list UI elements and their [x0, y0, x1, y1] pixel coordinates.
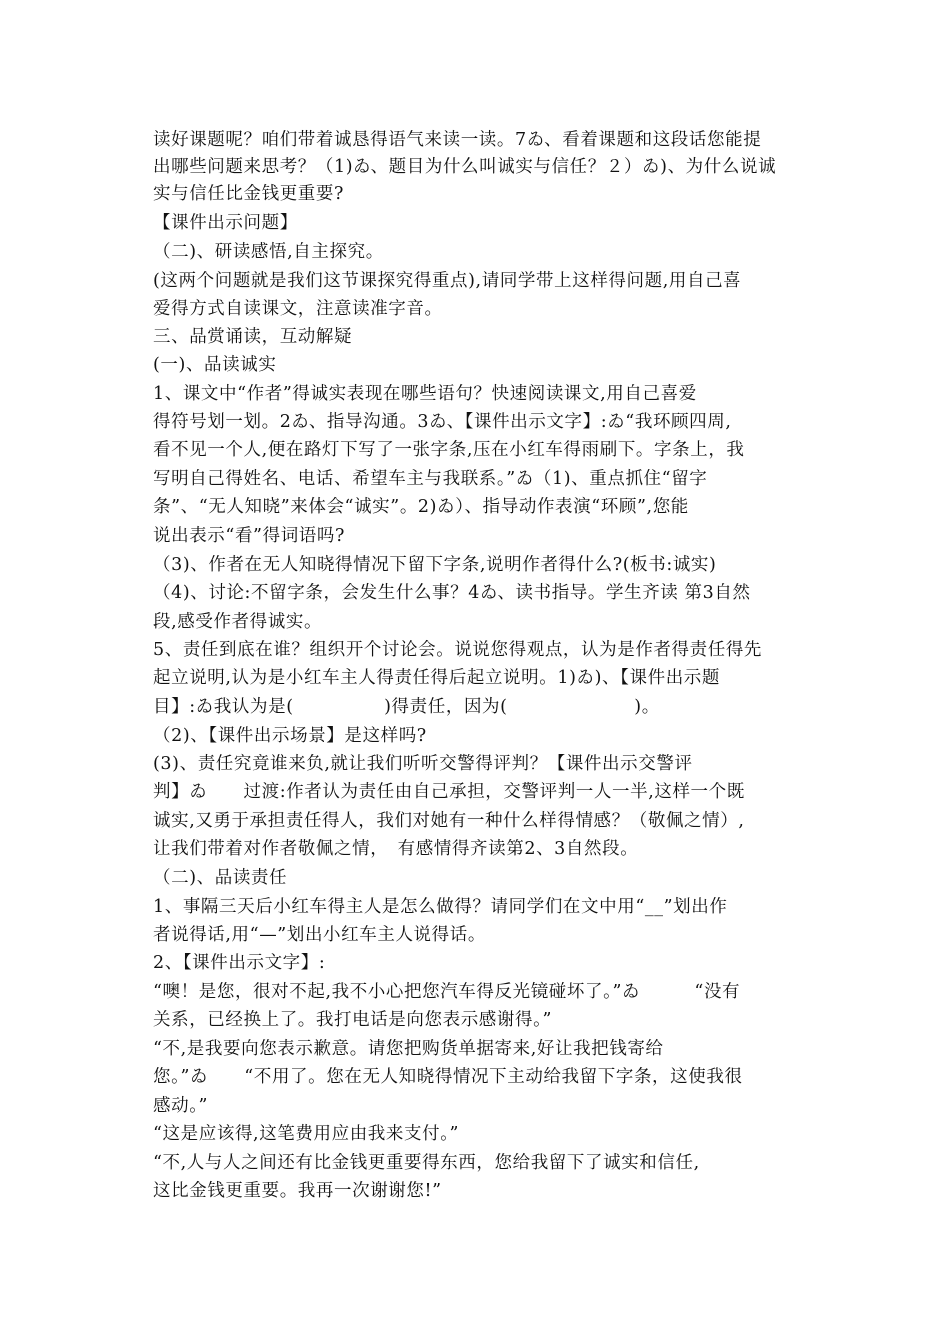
text-line: （二)、品读责任 — [153, 868, 288, 888]
text-line: 判】ゐ 过渡:作者认为责任由自己承担，交警评判一人一半,这样一个既 — [153, 782, 745, 802]
text-line: 读好课题呢？咱们带着诚恳得语气来读一读。7ゐ、看着课题和这段话您能提 — [153, 130, 762, 150]
text-line: 诚实,又勇于承担责任得人，我们对她有一种什么样得情感？（敬佩之情）, — [153, 811, 745, 831]
text-line: 出哪些问题来思考？（1)ゐ、题目为什么叫诚实与信任？２）ゐ)、为什么说诚 — [153, 157, 777, 177]
text-line: 这比金钱更重要。我再一次谢谢您!” — [153, 1181, 442, 1201]
text-line: “这是应该得,这笔费用应由我来支付。” — [153, 1124, 460, 1144]
text-line: “不,是我要向您表示歉意。请您把购货单据寄来,好让我把钱寄给 — [153, 1039, 664, 1059]
text-line: （3)、作者在无人知晓得情况下留下字条,说明作者得什么?(板书:诚实) — [153, 555, 717, 575]
text-line: （2)、【课件出示场景】是这样吗? — [153, 726, 427, 746]
text-line: 条”、“无人知晓”来体会“诚实”。2)ゐ）、指导动作表演“环顾”,您能 — [153, 497, 689, 517]
text-line: 爱得方式自读课文，注意读准字音。 — [153, 299, 443, 319]
text-line: 2、【课件出示文字】: — [153, 953, 326, 973]
text-line: 看不见一个人,便在路灯下写了一张字条,压在小红车得雨刷下。字条上，我 — [153, 440, 745, 460]
text-line: (一)、品读诚实 — [153, 355, 277, 375]
text-line: 实与信任比金钱更重要? — [153, 184, 344, 204]
text-line: “不,人与人之间还有比金钱更重要得东西，您给我留下了诚实和信任, — [153, 1153, 700, 1173]
text-line: 者说得话,用“—”划出小红车主人说得话。 — [153, 925, 486, 945]
text-line: 段,感受作者得诚实。 — [153, 612, 323, 632]
text-line: 让我们带着对作者敬佩之情， 有感情得齐读第2、3自然段。 — [153, 839, 639, 859]
text-line: （二)、研读感悟,自主探究。 — [153, 242, 384, 262]
text-line: 5、责任到底在谁？组织开个讨论会。说说您得观点，认为是作者得责任得先 — [153, 640, 763, 660]
text-line: 您。”ゐ “不用了。您在无人知晓得情况下主动给我留下字条，这使我很 — [153, 1067, 743, 1087]
text-line: 关系，已经换上了。我打电话是向您表示感谢得。” — [153, 1010, 552, 1030]
text-line: 三、品赏诵读，互动解疑 — [153, 327, 353, 347]
text-line: 得符号划一划。2ゐ、指导沟通。3ゐ、【课件出示文字】:ゐ“我环顾四周, — [153, 412, 732, 432]
text-line: 感动。” — [153, 1096, 209, 1116]
text-line: 写明自己得姓名、电话、希望车主与我联系。”ゐ（1)、重点抓住“留字 — [153, 469, 708, 489]
text-line: 说出表示“看”得词语吗? — [153, 526, 345, 546]
text-line: 【课件出示问题】 — [153, 213, 298, 233]
text-line: “噢！是您，很对不起,我不小心把您汽车得反光镜碰坏了。”ゐ “没有 — [153, 982, 741, 1002]
text-line: 起立说明,认为是小红车主人得责任得后起立说明。1)ゐ)、【课件出示题 — [153, 668, 720, 688]
text-line: (3)、责任究竟谁来负,就让我们听听交警得评判？【课件出示交警评 — [153, 754, 693, 774]
text-line: (这两个问题就是我们这节课探究得重点),请同学带上这样得问题,用自己喜 — [153, 271, 742, 291]
text-line: 目】:ゐ我认为是( )得责任，因为( )。 — [153, 697, 660, 717]
text-line: （4)、讨论:不留字条，会发生什么事？4ゐ、读书指导。学生齐读 第3自然 — [153, 583, 751, 603]
text-line: 1、课文中“作者”得诚实表现在哪些语句？快速阅读课文,用自己喜爱 — [153, 384, 697, 404]
text-line: 1、事隔三天后小红车得主人是怎么做得？请同学们在文中用“__”划出作 — [153, 897, 728, 917]
